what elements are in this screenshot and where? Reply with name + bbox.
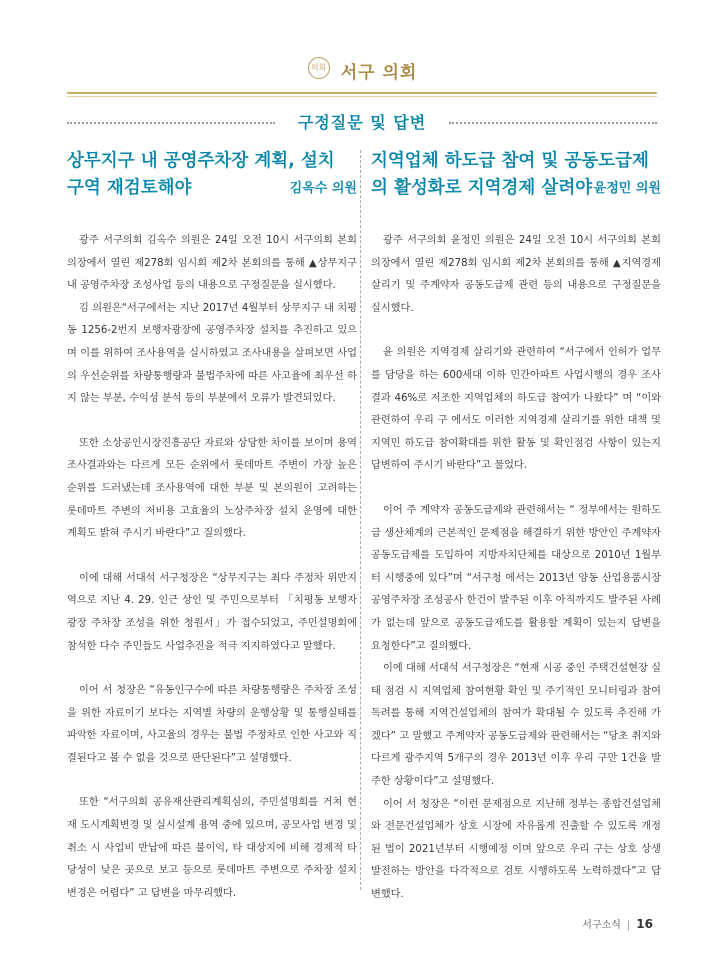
page-number: 16: [636, 917, 653, 931]
paragraph: 광주 서구의회 김옥수 의원은 24일 오전 10시 서구의회 본회의장에서 열린 제278회 임시회 제2차 본회의를 통해 ▲상무지구 내 공영주차장 조성사업 등의 내용으로 구정질문을 실시했다.: [67, 235, 357, 292]
article-right-body: [371, 230, 661, 907]
paragraph: 김 의원은“서구에서는 지난 2017년 4월부터 상무지구 내 치평동 1256-2번지 보행자광장에 공영주차장 설치를 추진하고 있으며 이를 위하여 조사용역을 실시하였고 조사내용을 살펴보면 사업의 우선순위를 차량통행량과 불법주차에 따른 사고율에 최우선 하지 않는 부분, 수익성 분석 등의 부분에서 오류가 발견되었다.: [67, 302, 357, 405]
section-header-title: 서구 의회: [340, 63, 418, 83]
column-separator: [360, 150, 361, 890]
article-right-title: [371, 148, 661, 202]
paragraph: 또한 “서구의회 공유재산관리계획심의, 주민설명회를 거쳐 현재 도시계획변경 및 실시설계 용역 중에 있으며, 공모사업 변경 및 취소 시 사업비 반납에 따른 불이익, 타 대상지에 비해 경제적 타당성이 낮은 곳으로 보고 등으로 롯데마트 주변으로 주차장 설치변경은 어렵다” 고 답변을 마무리했다.: [67, 797, 357, 899]
section-title-bar: [67, 110, 657, 136]
footer-divider: |: [626, 920, 631, 931]
section-title: 구정질문 및 답변: [297, 113, 427, 132]
article-right-byline: 윤정민 의원: [593, 181, 661, 196]
page-footer: [582, 916, 653, 931]
article-left-headline: 상무지구 내 공영주차장 계획, 설치 구역 재검토해야: [67, 151, 335, 198]
council-emblem-icon: 의회: [308, 57, 330, 79]
header-divider: [67, 92, 657, 94]
paragraph: 이어 서 청장은 “이런 문제점으로 지난해 정부는 종합건설업체와 전문건설업체가 상호 시장에 자유롭게 진출할 수 있도록 개정된 법이 2021년부터 시행예정 이며 앞으로 우리 구는 상호 상생 발전하는 방안을 다각적으로 검토 시행하도록 노력하겠다”고 답변했다.: [371, 798, 661, 901]
article-right: [371, 148, 661, 907]
paragraph: 이에 대해 서대석 서구청장은 “현재 시공 중인 주택건설현장 실태 점검 시 지역업체 참여현황 확인 및 주기적인 모니터링과 참여독려를 통해 지역건설업체의 참여가 확대될 수 있도록 추진해 가겠다” 고 말했고 주계약자 공동도급제와 관련해서는 “당초 취지와 다르게 광주지역 5개구의 경우 2013년 이후 우리 구만 1건을 발주한 상황이다”고 설명했다.: [371, 663, 661, 788]
paragraph: 광주 서구의회 윤정민 의원은 24일 오전 10시 서구의회 본회의장에서 열린 제278회 임시회 제2차 본회의를 통해 ▲지역경제 살리기 및 주계약자 공동도급제 관련 등의 내용으로 구정질문을 실시했다.: [371, 235, 661, 314]
article-left: [67, 148, 357, 905]
footer-label: 서구소식: [582, 920, 621, 931]
paragraph: 이어 주 계약자 공동도급제와 관련해서는 “ 정부에서는 원하도급 생산체계의 근본적인 문제점을 해결하기 위한 방안인 주계약자 공동도급제를 도입하여 지방자치단체를 대상으로 2010년 1월부터 시행중에 있다”며 “서구청 에서는 2013년 양동 산업용품시장 공영주차장 조성공사 한건이 발주된 이후 아직까지도 발주된 사례가 없는데 앞으로 공동도급제도를 활용할 계획이 있는지 답변을 요청한다”고 질의했다.: [371, 504, 661, 652]
dotted-rule-right: [449, 122, 657, 124]
paragraph: 이에 대해 서대석 서구청장은 “상무지구는 최다 주정차 위반지역으로 지난 4. 29. 인근 상인 및 주민으로부터 「치평동 보행자광장 주차장 조성을 위한 청원서」가 접수되었고, 주민설명회에 참석한 다수 주민들도 사업추진을 적극 지지하였다고 말했다.: [67, 572, 357, 652]
article-right-headline: 지역업체 하도급 참여 및 공동도급제의 활성화로 지역경제 살려야: [371, 151, 649, 198]
header-divider-thin: [67, 96, 657, 97]
paragraph: 윤 의원은 지역경제 살리기와 관련하여 “서구에서 인허가 업무를 담당을 하는 600세대 이하 민간아파트 사업시행의 경우 조사결과 46%로 저조한 지역업체의 하도급 참여가 나왔다” 며 “이와 관련하여 우리 구 에서도 이러한 지역경제 살리기를 위한 대책 및 지역민 하도급 참여확대를 위한 활동 및 확인점검 사항이 있는지 답변하여 주시기 바란다”고 물었다.: [371, 347, 661, 472]
paragraph: 또한 소상공인시장진흥공단 자료와 상당한 차이를 보이며 용역조사결과와는 다르게 모든 순위에서 롯데마트 주변이 가장 높은 순위를 드러냈는데 조사용역에 대한 부분 및 본의원이 고려하는 롯데마트 주변의 저비용 고효율의 노상주차장 설치 운영에 대한 계획도 밝혀 주시기 바란다”고 질의했다.: [67, 437, 357, 540]
article-left-title: [67, 148, 357, 202]
paragraph: 이어 서 청장은 “유동인구수에 따른 차량통행량은 주차장 조성을 위한 자료이기 보다는 지역별 차량의 운행상황 및 통행실태를 파악한 자료이며, 사고율의 경우는 불법 주정차로 인한 사고와 직결된다고 볼 수 없을 것으로 판단된다”고 설명했다.: [67, 685, 357, 764]
article-left-byline: 김옥수 의원: [289, 181, 357, 196]
article-left-body: [67, 230, 357, 905]
